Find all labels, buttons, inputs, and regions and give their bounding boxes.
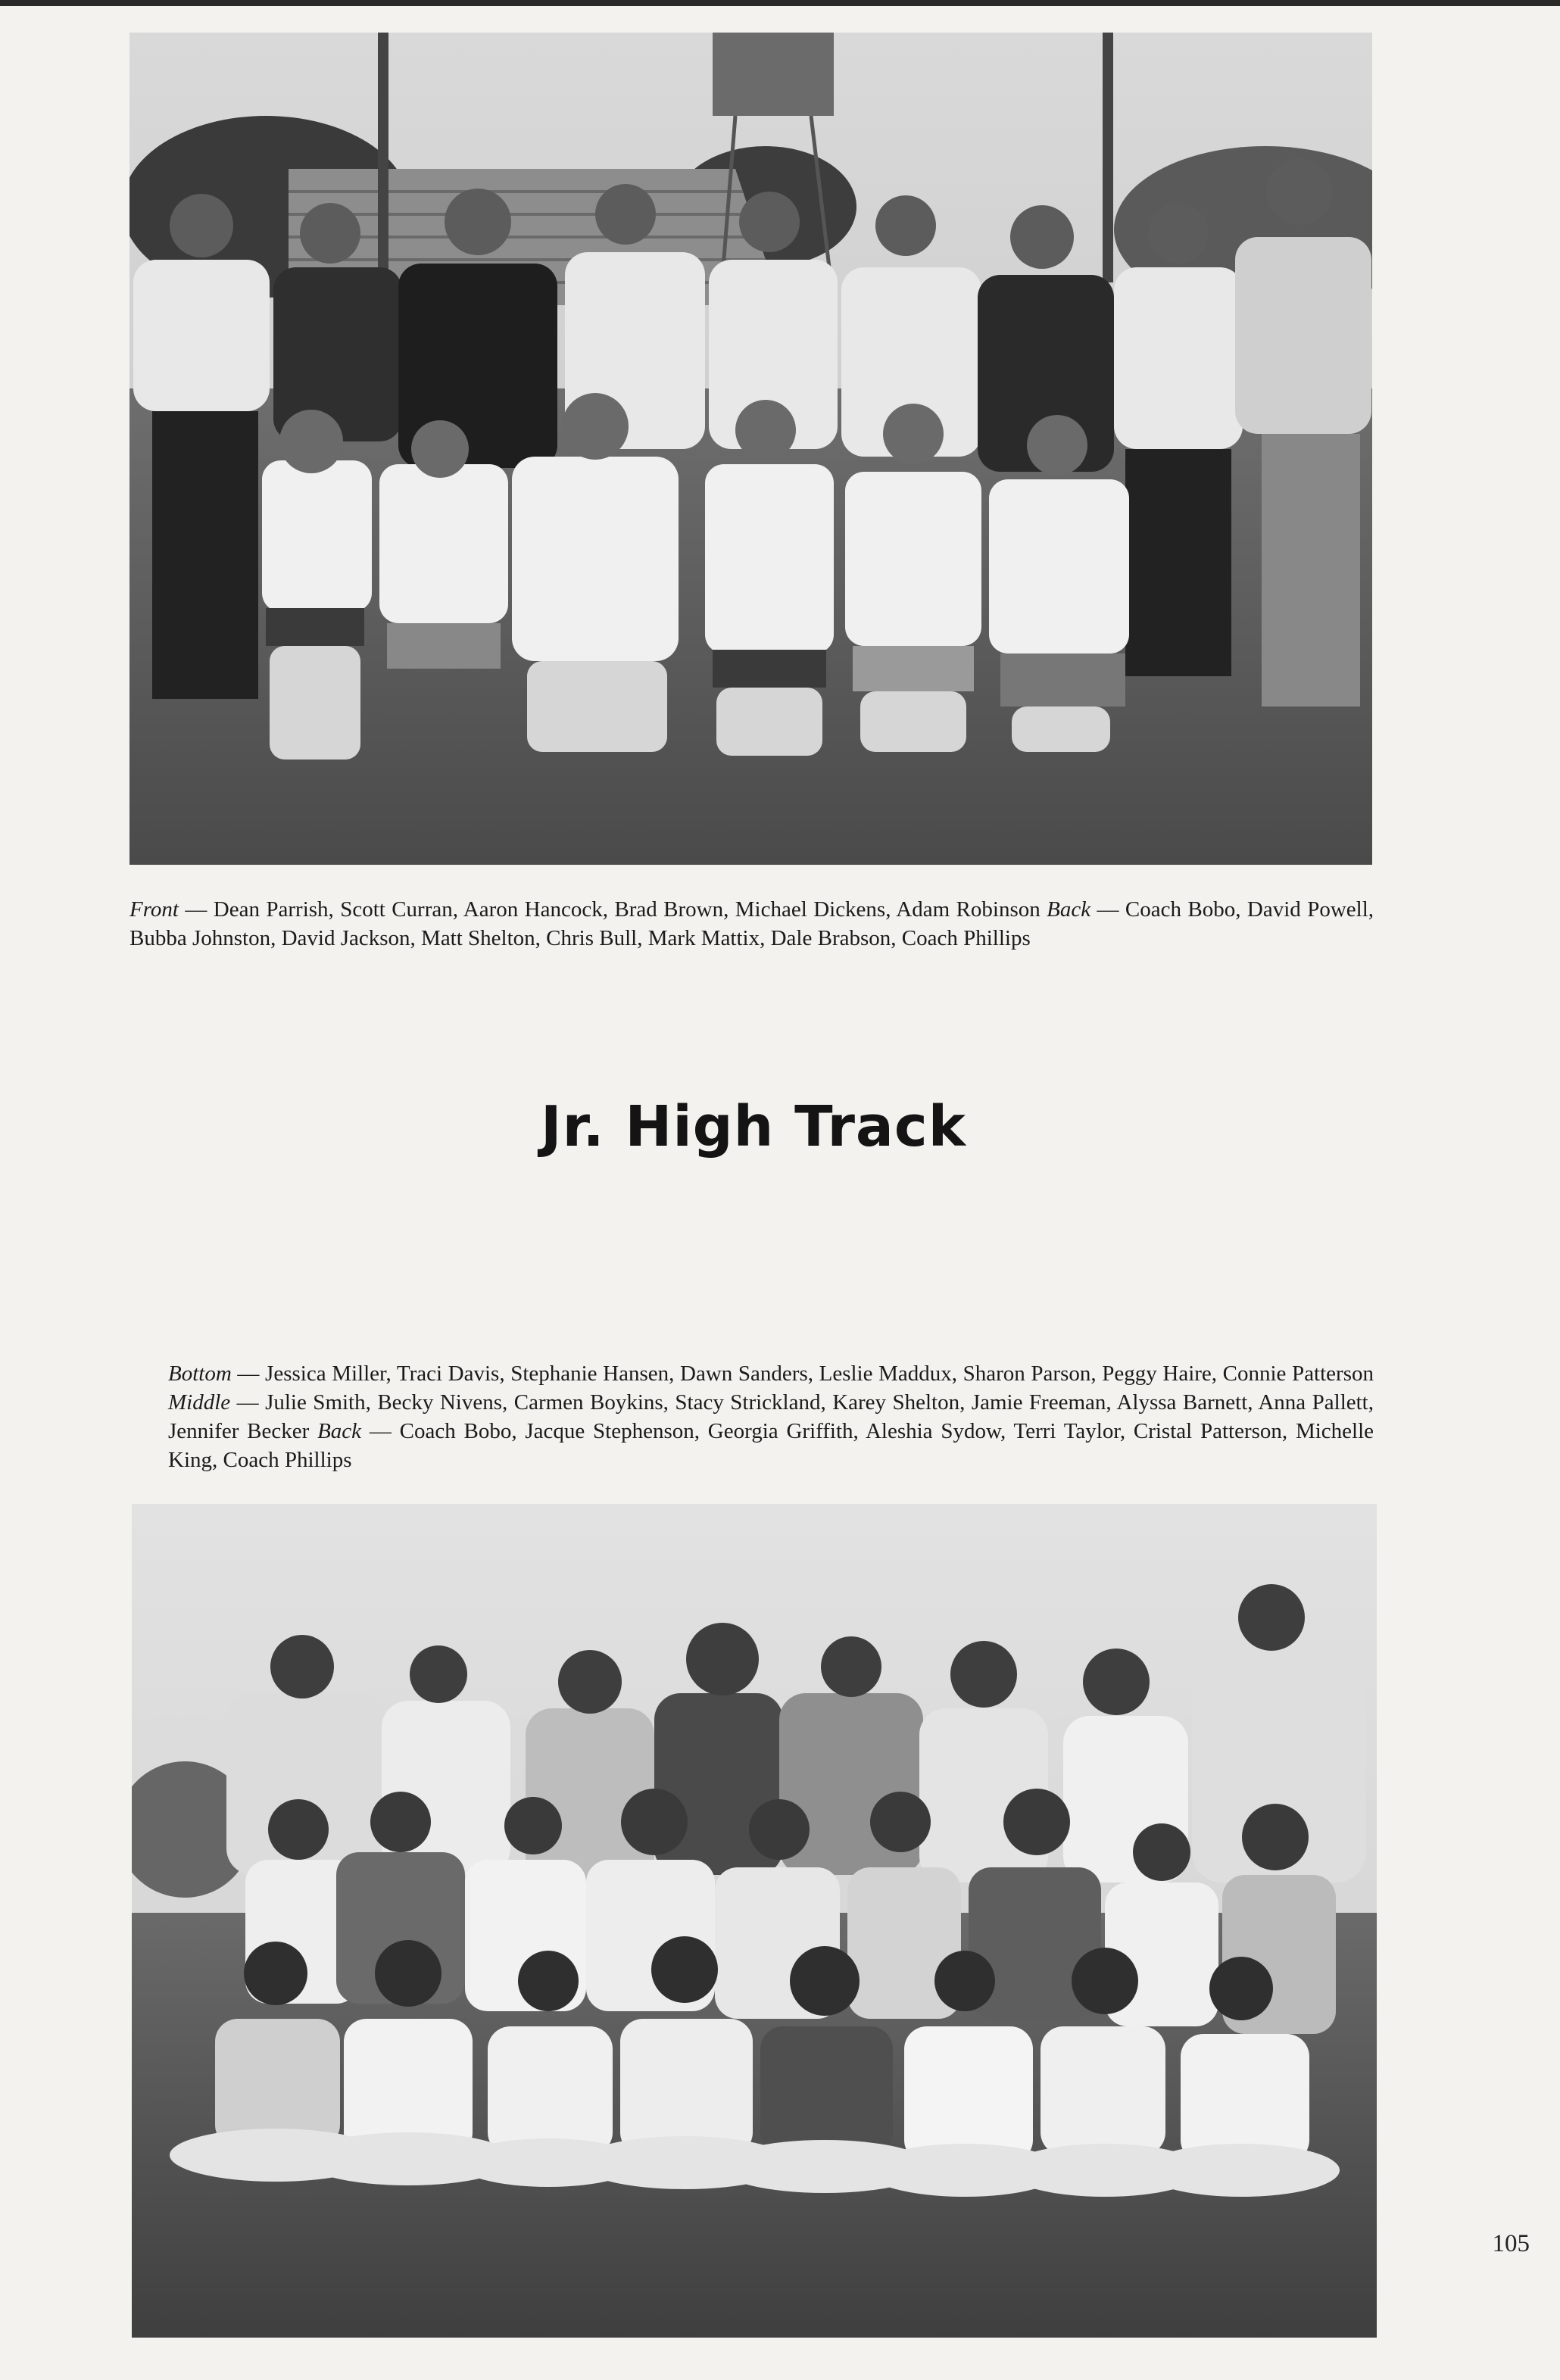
caption-names-middle: — Julie Smith, Becky Nivens, Carmen Boykins, Stacy Strickland, Karey Shelton, Jamie Freeman, Alyssa Barnett, Anna Pallett, Jennifer Becker xyxy=(168,1390,1374,1443)
caption-names-front: — Dean Parrish, Scott Curran, Aaron Hancock, Brad Brown, Michael Dickens, Adam Robinson xyxy=(178,897,1047,922)
caption-names-back: — Coach Bobo, Jacque Stephenson, Georgia Griffith, Aleshia Sydow, Terri Taylor, Cristal Patterson, Michelle King, Coach Phillips xyxy=(168,1419,1374,1472)
caption-names-bottom: — Jessica Miller, Traci Davis, Stephanie Hansen, Dawn Sanders, Leslie Maddux, Sharon Parson, Peggy Haire, Connie Patterson xyxy=(231,1362,1374,1386)
page-number: 105 xyxy=(1492,2230,1530,2257)
caption-label-front: Front xyxy=(129,897,179,922)
caption-label-middle: Middle xyxy=(168,1390,231,1415)
boys-team-caption xyxy=(129,895,1374,953)
page-title: Jr. High Track xyxy=(541,1094,966,1159)
caption-label-back: Back xyxy=(317,1419,362,1443)
caption-names-back: — Coach Bobo, David Powell, Bubba Johnston, David Jackson, Matt Shelton, Chris Bull, Mark Mattix, Dale Brabson, Coach Phillips xyxy=(129,897,1374,950)
page-edge xyxy=(0,0,1560,6)
caption-label-back: Back xyxy=(1047,897,1091,922)
girls-team-caption xyxy=(168,1359,1374,1474)
girls-team-photo-graphic xyxy=(132,1504,1377,2338)
girls-team-photo xyxy=(132,1504,1377,2338)
boys-team-photo xyxy=(129,33,1372,865)
caption-label-bottom: Bottom xyxy=(168,1362,232,1386)
boys-team-photo-graphic xyxy=(129,33,1372,865)
